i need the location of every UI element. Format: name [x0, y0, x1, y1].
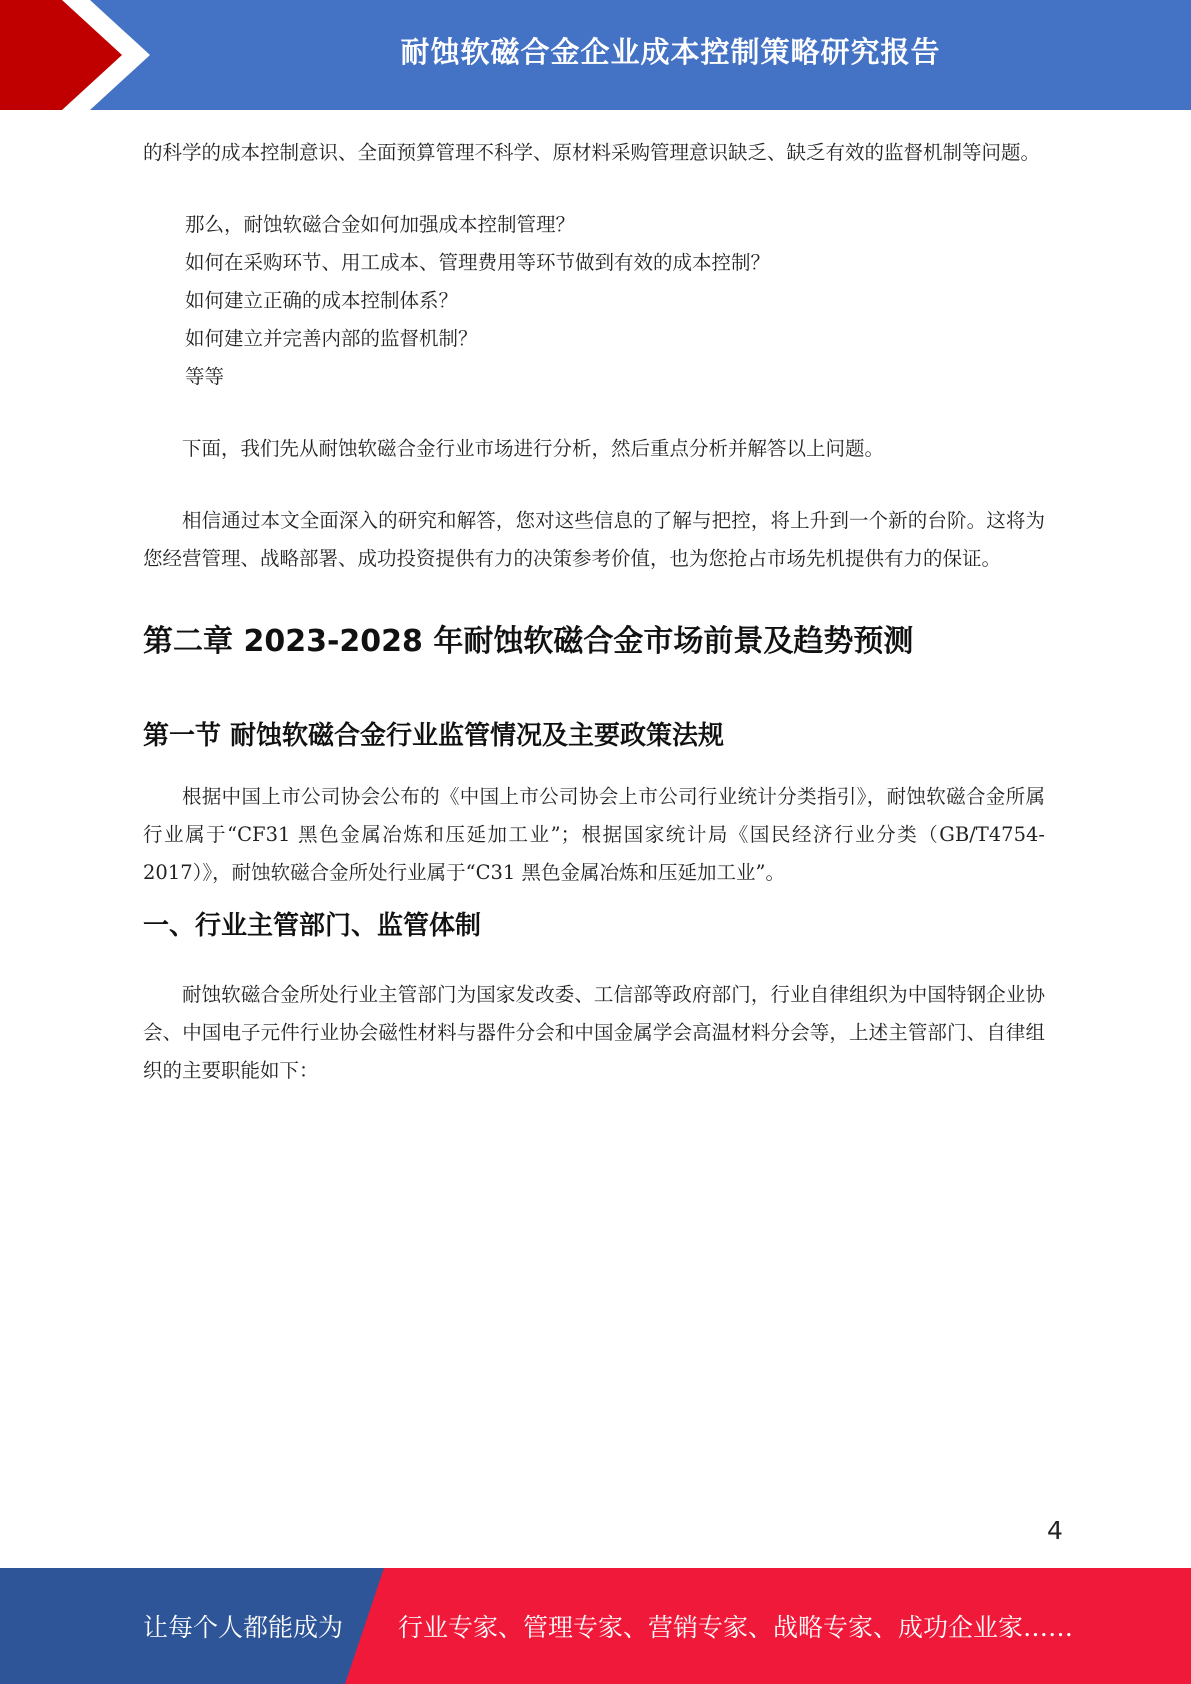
question-item: 等等	[185, 365, 225, 388]
chapter-heading: 第二章 2023-2028 年耐蚀软磁合金市场前景及趋势预测	[143, 624, 914, 659]
question-item: 如何在采购环节、用工成本、管理费用等环节做到有效的成本控制？	[185, 251, 771, 274]
question-item: 如何建立正确的成本控制体系？	[185, 289, 459, 312]
spacer	[143, 892, 1045, 908]
spacer	[143, 662, 1045, 718]
footer-slogan-left: 让每个人都能成为	[143, 1613, 344, 1642]
page-header	[0, 0, 1191, 110]
paragraph-intro-analysis: 下面，我们先从耐蚀软磁合金行业市场进行分析，然后重点分析并解答以上问题。	[182, 437, 885, 460]
page-footer	[0, 1568, 1191, 1684]
section-heading: 第一节 耐蚀软磁合金行业监管情况及主要政策法规	[143, 721, 725, 751]
footer-slogan-right: 行业专家、管理专家、营销专家、战略专家、成功企业家……	[398, 1613, 1074, 1642]
page-number: 4	[1047, 1516, 1063, 1545]
spacer	[143, 578, 1045, 622]
question-list	[143, 206, 1045, 396]
question-item: 那么，耐蚀软磁合金如何加强成本控制管理？	[185, 213, 576, 236]
paragraph-regulators: 耐蚀软磁合金所处行业主管部门为国家发改委、工信部等政府部门，行业自律组织为中国特钢企业协会、中国电子元件行业协会磁性材料与器件分会和中国金属学会高温材料分会等，上述主管部门、自律组织的主要职能如下：	[143, 983, 1045, 1082]
paragraph-industry-classification: 根据中国上市公司协会公布的《中国上市公司协会上市公司行业统计分类指引》，耐蚀软磁合金所属行业属于“CF31 黑色金属冶炼和压延加工业”；根据国家统计局《国民经济行业分类（GB/T4754-2017）》，耐蚀软磁合金所处行业属于“C31 黑色金属冶炼和压延加工业”。	[143, 785, 1045, 884]
question-item: 如何建立并完善内部的监督机制？	[185, 327, 478, 350]
spacer	[143, 396, 1045, 430]
document-body	[143, 134, 1045, 1090]
paragraph-continued: 的科学的成本控制意识、全面预算管理不科学、原材料采购管理意识缺乏、缺乏有效的监督机制等问题。	[143, 141, 1041, 164]
report-title: 耐蚀软磁合金企业成本控制策略研究报告	[400, 34, 941, 69]
spacer	[143, 754, 1045, 778]
subsection-heading: 一、行业主管部门、监管体制	[143, 911, 482, 941]
spacer	[143, 468, 1045, 502]
paragraph-value-statement: 相信通过本文全面深入的研究和解答，您对这些信息的了解与把控，将上升到一个新的台阶。这将为您经营管理、战略部署、成功投资提供有力的决策参考价值，也为您抢占市场先机提供有力的保证。	[143, 509, 1045, 570]
spacer	[143, 172, 1045, 206]
spacer	[143, 944, 1045, 976]
